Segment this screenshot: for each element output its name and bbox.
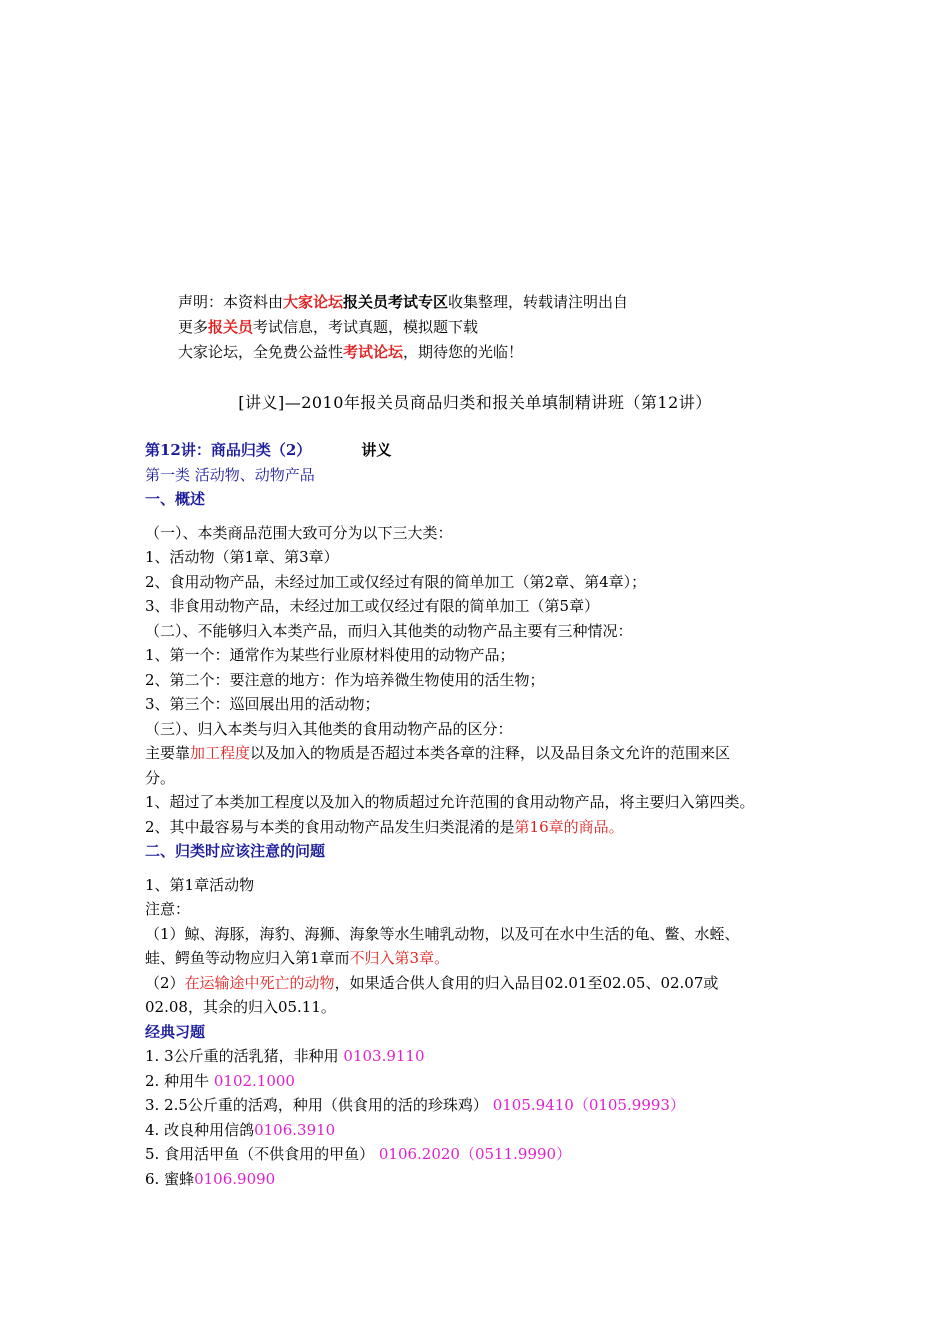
hs-code: 0103.9110 bbox=[343, 1047, 425, 1065]
hs-code: 0106.3910 bbox=[254, 1120, 336, 1139]
copyright-notice bbox=[178, 290, 628, 365]
notice-text: 大家论坛，全免费公益性 bbox=[178, 343, 344, 361]
lecture-heading-row bbox=[145, 438, 835, 463]
note-2-line: 02.08，其余的归入05.11。 bbox=[145, 998, 336, 1016]
hs-code: 0102.1000 bbox=[213, 1071, 295, 1090]
section-heading-issues: 二、归类时应该注意的问题 bbox=[145, 842, 326, 860]
exam-zone-link[interactable]: 报关员考试专区 bbox=[343, 293, 449, 311]
note-text: ，如果适合供人食用的归入品目02.01至02.05、02.07或 bbox=[334, 973, 719, 992]
exercise-text: 1. 3公斤重的活乳猪，非种用 bbox=[145, 1047, 344, 1065]
chapter1-line: 1、第1章活动物 bbox=[145, 875, 255, 894]
lecture-body bbox=[145, 438, 835, 1191]
overview-line: 3、非食用动物产品，未经过加工或仅经过有限的简单加工（第5章） bbox=[145, 597, 600, 615]
exercise-text: 5. 食用活甲鱼（不供食用的甲鱼） bbox=[145, 1145, 379, 1163]
distinction-line: 分。 bbox=[145, 768, 176, 787]
exercise-item bbox=[145, 1118, 835, 1143]
exercise-text: 3. 2.5公斤重的活鸡，种用（供食用的活的珍珠鸡） bbox=[145, 1096, 493, 1114]
exam-forum-link[interactable]: 考试论坛 bbox=[343, 343, 404, 361]
overview-line: 1、第一个：通常作为某些行业原材料使用的动物产品； bbox=[145, 646, 515, 664]
processing-degree-highlight: 加工程度 bbox=[190, 744, 251, 762]
hs-code: 0106.9090 bbox=[194, 1169, 276, 1188]
notice-text: 收集整理，转载请注明出自 bbox=[448, 293, 629, 311]
distinction-line: 1、超过了本类加工程度以及加入的物质超过允许范围的食用动物产品，将主要归入第四类。 bbox=[145, 793, 755, 811]
note-text: 蛙、鳄鱼等动物应归入第1章而 bbox=[145, 949, 350, 967]
chapter16-highlight: 第16章的商品。 bbox=[514, 817, 624, 836]
overview-line: （二）、不能够归入本类产品，而归入其他类的动物产品主要有三种情况： bbox=[145, 621, 633, 640]
note-1-line: （1）鲸、海豚，海豹、海狮、海象等水生哺乳动物，以及可在水中生活的龟、鳖、水蛭、 bbox=[145, 924, 740, 943]
overview-line: 2、食用动物产品，未经过加工或仅经过有限的简单加工（第2章、第4章）； bbox=[145, 572, 647, 591]
exercise-item bbox=[145, 1167, 835, 1192]
lecture-heading: 第12讲：商品归类（2） bbox=[145, 441, 312, 459]
forum-link[interactable]: 大家论坛 bbox=[283, 293, 344, 311]
overview-line: （一）、本类商品范围大致可分为以下三大类： bbox=[145, 523, 453, 542]
overview-line: 2、第二个：要注意的地方：作为培养微生物使用的活生物； bbox=[145, 670, 545, 689]
exercise-item bbox=[145, 1142, 835, 1167]
overview-line: 1、活动物（第1章、第3章） bbox=[145, 548, 339, 566]
notice-text: 更多 bbox=[178, 318, 209, 336]
notice-text: 考试信息，考试真题，模拟题下载 bbox=[253, 318, 479, 336]
overview-line: 3、第三个：巡回展出用的活动物； bbox=[145, 695, 380, 713]
note-text: （2） bbox=[145, 973, 185, 992]
exercise-item bbox=[145, 1044, 835, 1069]
note-2-line bbox=[145, 971, 835, 996]
notice-line-3 bbox=[178, 340, 628, 365]
notice-line-1 bbox=[178, 290, 628, 315]
distinction-text: 2、其中最容易与本类的食用动物产品发生归类混淆的是 bbox=[145, 817, 515, 836]
distinction-line bbox=[145, 741, 835, 766]
exercise-text: 2. 种用牛 bbox=[145, 1071, 214, 1090]
exercises-heading: 经典习题 bbox=[145, 1022, 206, 1041]
exercise-text: 6. 蜜蜂 bbox=[145, 1169, 195, 1188]
not-chapter3-highlight: 不归入第3章。 bbox=[349, 949, 450, 967]
hs-code: 0106.2020（0511.9990） bbox=[378, 1145, 572, 1163]
dead-in-transit-highlight: 在运输途中死亡的动物 bbox=[184, 973, 335, 992]
notice-text: 声明：本资料由 bbox=[178, 293, 284, 311]
distinction-text: 以及加入的物质是否超过本类各章的注释，以及品目条文允许的范围来区 bbox=[250, 744, 731, 762]
note-1-line bbox=[145, 946, 835, 971]
section-heading-overview: 一、概述 bbox=[145, 490, 206, 508]
distinction-text: 主要靠 bbox=[145, 744, 191, 762]
note-label: 注意： bbox=[145, 900, 191, 918]
category-title: 第一类 活动物、动物产品 bbox=[145, 465, 315, 484]
exercise-text: 4. 改良种用信鸽 bbox=[145, 1120, 255, 1139]
lecture-tag: 讲义 bbox=[361, 441, 392, 459]
exercise-item bbox=[145, 1093, 835, 1118]
hs-code: 0105.9410（0105.9993） bbox=[492, 1096, 685, 1114]
notice-text: ，期待您的光临！ bbox=[403, 343, 524, 361]
overview-line: （三）、归入本类与归入其他类的食用动物产品的区分： bbox=[145, 719, 513, 738]
notice-line-2 bbox=[178, 315, 628, 340]
customs-broker-link[interactable]: 报关员 bbox=[208, 318, 254, 336]
exercise-item bbox=[145, 1069, 835, 1094]
distinction-line bbox=[145, 815, 835, 840]
document-title: [讲义]—2010年报关员商品归类和报关单填制精讲班（第12讲） bbox=[238, 393, 712, 412]
